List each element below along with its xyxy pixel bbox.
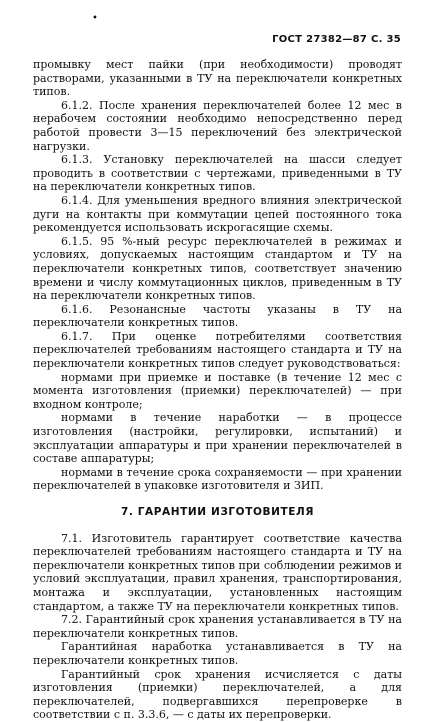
section-title: 7. ГАРАНТИИ ИЗГОТОВИТЕЛЯ: [120, 506, 315, 518]
paragraph-6-1-3: 6.1.3. Установку переключателей на шасси следует проводить в соответствии с чертежами, приведенными в ТУ на переключатели конкретных типов.: [33, 153, 402, 194]
paragraph-continuation: промывку мест пайки (при необходимости) проводят растворами, указанными в ТУ на переключатели конкретных типов.: [33, 58, 402, 99]
paragraph-7-1: 7.1. Изготовитель гарантирует соответствие качества переключателей требованиям настоящего стандарта и ТУ на переключатели конкретных типов при соблюдении режимов и условий эксплуатации, правил хранения, транспортирования, монтажа и эксплуатации, установленных настоящим стандартом, а также ТУ на переключатели конкретных типов.: [33, 531, 402, 613]
paragraph-6-1-4: 6.1.4. Для уменьшения вредного влияния электрической дуги на контакты при коммутации цепей постоянного тока рекомендуется использовать искрогасящие схемы.: [33, 193, 402, 235]
norm-item-operating-time: нормами в течение наработки — в процессе изготовления (настройки, регулировки, испытаний) и эксплуатации аппаратуры и при хранении переключателей в составе аппаратуры;: [33, 411, 402, 466]
paragraph-6-1-5: 6.1.5. 95 %-ный ресурс переключателей в режимах и условиях, допускаемых настоящим стандартом и ТУ на переключатели конкретных типов, соответствует значению времени и числу коммутационных циклов, приведенным в ТУ на переключатели конкретных типов.: [33, 234, 402, 303]
norm-item-acceptance: нормами при приемке и поставке (в течение 12 мес с момента изготовления (приемки) переключателей) — при входном контроле;: [33, 370, 402, 411]
page-mark-dot: •: [92, 13, 98, 24]
paragraph-6-1-6: 6.1.6. Резонансные частоты указаны в ТУ на переключатели конкретных типов.: [33, 302, 402, 330]
paragraph-6-1-2: 6.1.2. После хранения переключателей более 12 мес в нерабочем состоянии необходимо непосредственно перед работой провести 3—15 переключений без электрической нагрузки.: [33, 98, 402, 153]
running-header: ГОСТ 27382—87 С. 35: [272, 34, 401, 45]
norm-item-shelf-life: нормами в течение срока сохраняемости — при хранении переключателей в упаковке изготовителя и ЗИП.: [33, 465, 402, 493]
paragraph-6-1-7: 6.1.7. При оценке потребителями соответствия переключателей требованиям настоящего стандарта и ТУ на переключатели конкретных типов следует руководствоваться:: [33, 329, 402, 371]
document-body: [33, 58, 402, 722]
paragraph-7-4: Гарантийный срок хранения исчисляется с даты изготовления (приемки) переключателей, а для переключателей, подвергавшихся перепроверке в соответствии с п. 3.3.6, — с даты их перепроверки.: [33, 667, 402, 722]
paragraph-7-2: 7.2. Гарантийный срок хранения устанавливается в ТУ на переключатели конкретных типов.: [33, 613, 402, 640]
paragraph-7-3: Гарантийная наработка устанавливается в ТУ на переключатели конкретных типов.: [33, 640, 402, 667]
